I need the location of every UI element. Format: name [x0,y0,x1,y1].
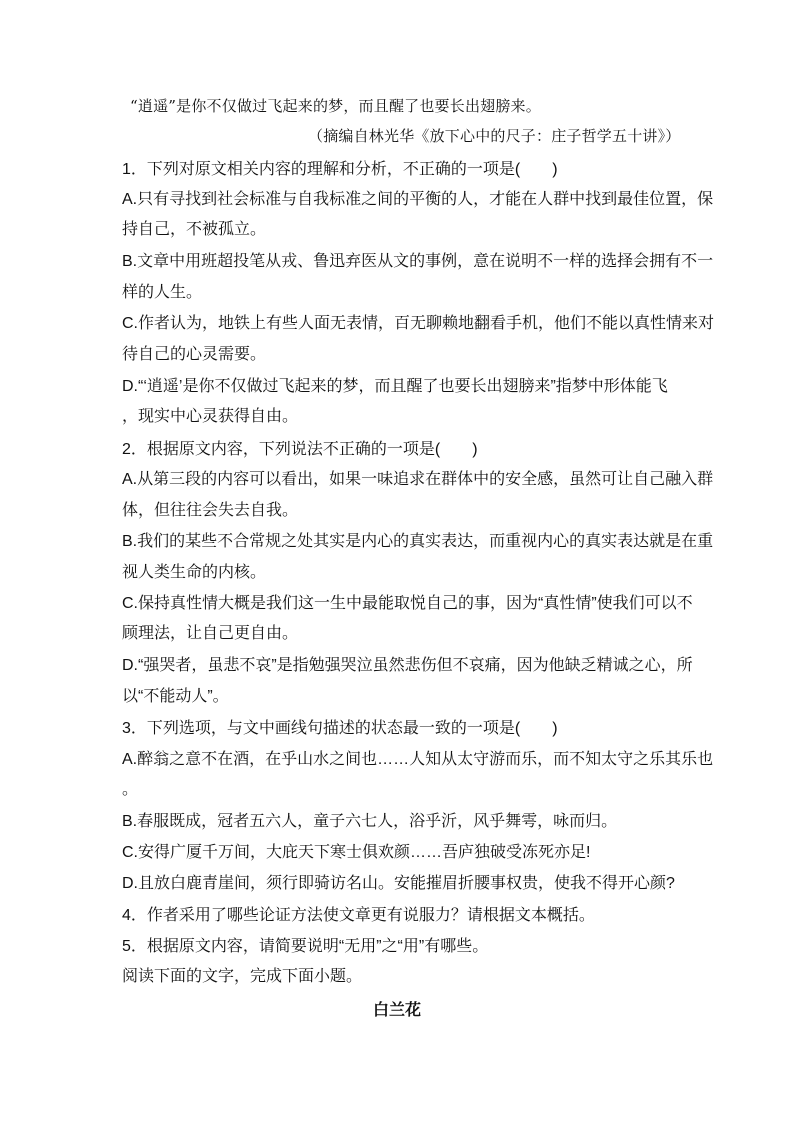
question-1-option-c-line-2: 待自己的心灵需要。 [122,346,267,363]
question-3-option-a-line-2: 。 [122,781,139,798]
question-4-stem: 4．作者采用了哪些论证方法使文章更有说服力？请根据文本概括。 [122,907,595,924]
question-1-option-b-line-1: B.文章中用班超投笔从戎、鲁迅弃医从文的事例，意在说明不一样的选择会拥有不一 [122,253,714,270]
question-1-option-d-line-2: ，现实中心灵获得自由。 [122,408,299,425]
question-3-option-a-line-1: A.醉翁之意不在酒，在乎山水之间也……人知从太守游而乐，而不知太守之乐其乐也 [122,751,714,768]
question-3-option-d: D.且放白鹿青崖间，须行即骑访名山。安能摧眉折腰事权贵，使我不得开心颜? [122,875,675,892]
question-1-stem: 1．下列对原文相关内容的理解和分析，不正确的一项是( ) [122,161,558,178]
question-1-option-c-line-1: C.作者认为，地铁上有些人面无表情，百无聊赖地翻看手机，他们不能以真性情来对 [122,315,715,332]
question-2-option-d-line-1: D.“强哭者，虽悲不哀”是指勉强哭泣虽然悲伤但不哀痛，因为他缺乏精诚之心，所 [122,657,693,674]
question-3-stem: 3．下列选项，与文中画线句描述的状态最一致的一项是( ) [122,720,558,737]
question-2-option-d-line-2: 以“不能动人”。 [122,688,229,705]
quote-line: “逍遥”是你不仅做过飞起来的梦，而且醒了也要长出翅膀来。 [130,97,541,115]
question-1-option-b-line-2: 样的人生。 [122,284,203,301]
question-5-stem: 5．根据原文内容，请简要说明“无用”之“用”有哪些。 [122,938,489,955]
question-2-stem: 2．根据原文内容，下列说法不正确的一项是( ) [122,441,478,458]
question-1-option-a-line-1: A.只有寻找到社会标准与自我标准之间的平衡的人，才能在人群中找到最佳位置，保 [122,191,714,208]
question-1-option-a-line-2: 持自己，不被孤立。 [122,221,267,238]
question-1-option-d-line-1: D.“‘逍遥’是你不仅做过飞起来的梦，而且醒了也要长出翅膀来”指梦中形体能飞 [122,378,668,395]
quote-source: （摘编自林光华《放下心中的尺子：庄子哲学五十讲》） [308,127,681,145]
question-2-option-a-line-2: 体，但往往会失去自我。 [122,502,299,519]
reading-instruction: 阅读下面的文字，完成下面小题。 [122,968,363,985]
question-3-option-c: C.安得广厦千万间，大庇天下寒士俱欢颜……吾庐独破受冻死亦足! [122,844,591,861]
question-2-option-b-line-1: B.我们的某些不合常规之处其实是内心的真实表达，而重视内心的真实表达就是在重 [122,533,714,550]
question-2-option-a-line-1: A.从第三段的内容可以看出，如果一味追求在群体中的安全感，虽然可让自己融入群 [122,471,714,488]
question-3-option-b: B.春服既成，冠者五六人，童子六七人，浴乎沂，风乎舞雩，咏而归。 [122,813,618,830]
question-2-option-c-line-1: C.保持真性情大概是我们这一生中最能取悦自己的事，因为“真性情”使我们可以不 [122,595,693,612]
next-passage-title: 白兰花 [372,1000,421,1019]
question-2-option-c-line-2: 顾理法，让自己更自由。 [122,625,299,642]
question-2-option-b-line-2: 视人类生命的内核。 [122,564,267,581]
